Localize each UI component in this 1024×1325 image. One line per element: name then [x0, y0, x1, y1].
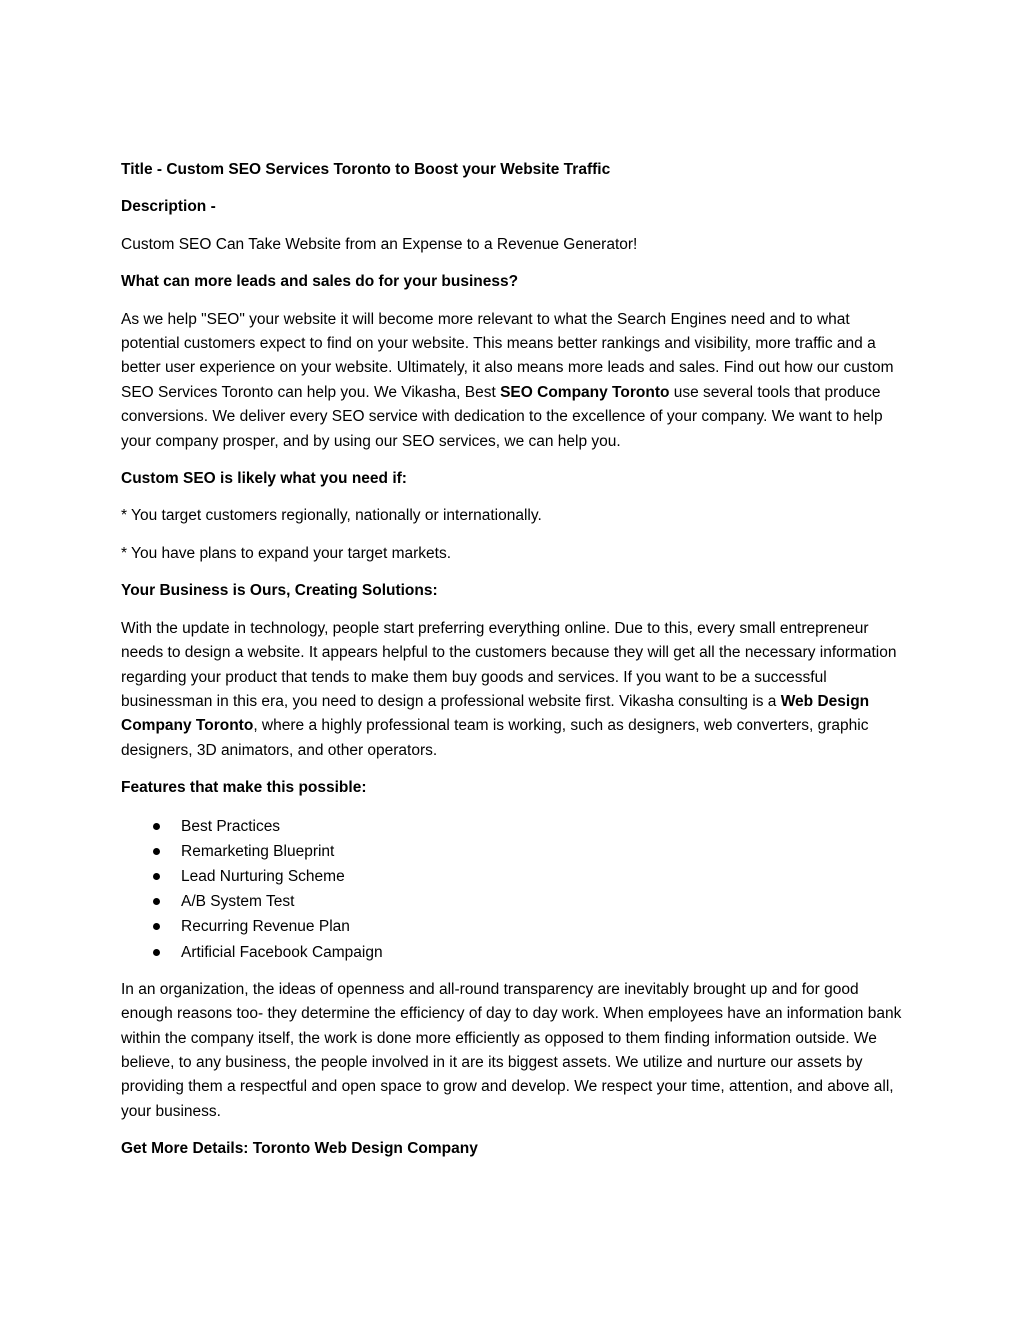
- list-item: [121, 839, 907, 864]
- intro-line: Custom SEO Can Take Website from an Expense to a Revenue Generator!: [121, 235, 638, 253]
- list-item: [121, 940, 907, 965]
- document-page: [121, 158, 907, 1175]
- web-design-company-text: Web Design Company Toronto: [121, 692, 870, 735]
- feature-label: Recurring Revenue Plan: [181, 918, 350, 936]
- leads-heading: What can more leads and sales do for your business?: [121, 273, 519, 291]
- list-item: [121, 814, 907, 839]
- web-design-paragraph: [121, 617, 907, 763]
- feature-label: Best Practices: [181, 817, 281, 835]
- description-label: Description -: [121, 198, 216, 216]
- list-item: [121, 914, 907, 939]
- need-item-regional: * You target customers regionally, nationally or internationally.: [121, 507, 542, 525]
- web-design-text-end: , where a highly professional team is working, such as designers, web converters, graphic designers, 3D animators, and other operators.: [121, 717, 869, 759]
- bullet-icon: [153, 898, 160, 905]
- need-item-expand: * You have plans to expand your target markets.: [121, 544, 452, 562]
- feature-label: Artificial Facebook Campaign: [181, 943, 383, 961]
- seo-paragraph: [121, 308, 907, 454]
- feature-label: Lead Nurturing Scheme: [181, 867, 345, 885]
- business-heading: Your Business is Ours, Creating Solutions:: [121, 582, 438, 600]
- seo-paragraph-text-start: As we help "SEO" your website it will become more relevant to what the Search Engines need and to what potential customers expect to find on your website. This means better rankings and visibility, more traffic and a better user experience on your website. Ultimately, it also means more leads and sales. Find out how our custom SEO Services Toronto can help you. We Vikasha, Best: [121, 310, 894, 401]
- bullet-icon: [153, 823, 160, 830]
- bullet-icon: [153, 848, 160, 855]
- feature-label: A/B System Test: [181, 893, 295, 911]
- list-item: [121, 864, 907, 889]
- features-list: [121, 814, 907, 965]
- organization-paragraph: In an organization, the ideas of openness and all-round transparency are inevitably brought up and for good enough reasons too- they determine the efficiency of day to day work. When employees have an information bank within the company itself, the work is done more efficiently as opposed to them finding information outside. We believe, to any business, the people involved in it are its biggest assets. We utilize and nurture our assets by providing them a respectful and open space to grow and develop. We respect your time, attention, and above all, your business.: [121, 980, 902, 1120]
- need-heading: Custom SEO is likely what you need if:: [121, 470, 407, 488]
- list-item: [121, 889, 907, 914]
- seo-paragraph-text-end: use several tools that produce conversions. We deliver every SEO service with dedication to the excellence of your company. We want to help your company prosper, and by using our SEO services, we can help you.: [121, 383, 883, 450]
- details-line: Get More Details: Toronto Web Design Company: [121, 1140, 478, 1158]
- bullet-icon: [153, 873, 160, 880]
- document-title: Title - Custom SEO Services Toronto to Boost your Website Traffic: [121, 161, 611, 178]
- web-design-text-start: With the update in technology, people start preferring everything online. Due to this, every small entrepreneur needs to design a website. It appears helpful to the customers because they will get all the necessary information regarding your product that tends to make them buy goods and services. If you want to be a successful businessman in this era, you need to design a professional website first. Vikasha consulting is a: [121, 619, 897, 710]
- seo-company-link-text: SEO Company Toronto: [500, 383, 670, 401]
- feature-label: Remarketing Blueprint: [181, 842, 335, 860]
- bullet-icon: [153, 923, 160, 930]
- bullet-icon: [153, 949, 160, 956]
- features-heading: Features that make this possible:: [121, 779, 367, 797]
